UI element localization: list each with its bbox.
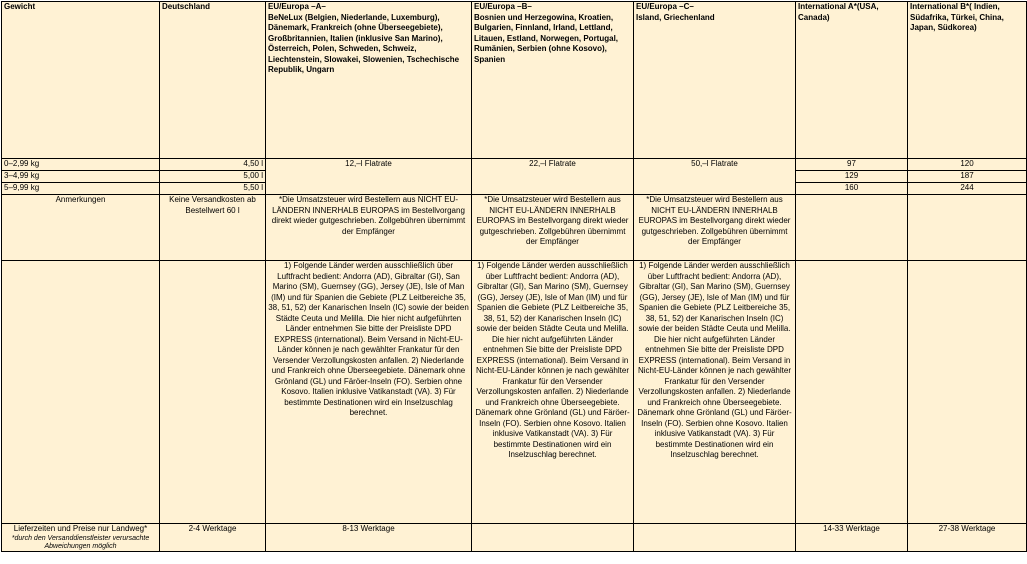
lieferzeiten-sub: *durch den Versanddienstleister verursachte Abweichungen möglich <box>11 534 150 550</box>
eu-a-title: EU/Europa –A– <box>268 2 326 11</box>
weight-cell[interactable]: 5–9,99 kg <box>2 183 160 195</box>
header-gewicht[interactable]: Gewicht <box>2 2 160 159</box>
eu-b-countries: Bosnien und Herzegowina, Kroatien, Bulgarien, Finnland, Irland, Lettland, Litauen, Estland, Norwegen, Portugal, Rumänien, Serbien (ohne Kosovo), Spanien <box>474 12 619 64</box>
eu-a-countries: BeNeLux (Belgien, Niederlande, Luxemburg), Dänemark, Frankreich (ohne Überseegebiete), Großbritannien, Italien (inklusive San Marino), Österreich, Polen, Schweden, Schweiz, Liechtenstein, Slowakei, Slowenien, Tschechische Republik, Ungarn <box>268 12 460 74</box>
empty-cell[interactable] <box>472 524 634 552</box>
eu-b-title: EU/Europa –B– <box>474 2 532 11</box>
price-int-b-cell[interactable]: 244 <box>908 183 1027 195</box>
empty-cell[interactable] <box>796 195 908 261</box>
table-row <box>2 159 1027 171</box>
anmerkungen-row <box>2 195 1027 261</box>
header-deutschland[interactable]: Deutschland <box>160 2 266 159</box>
flatrate-eu-a[interactable]: 12,–l Flatrate <box>266 159 472 195</box>
lieferzeit-de[interactable]: 2-4 Werktage <box>160 524 266 552</box>
lieferzeiten-label: Lieferzeiten und Preise nur Landweg* <box>13 524 148 533</box>
header-row <box>2 2 1027 159</box>
empty-cell[interactable] <box>634 524 796 552</box>
price-int-a-cell[interactable]: 129 <box>796 171 908 183</box>
price-int-a-cell[interactable]: 97 <box>796 159 908 171</box>
empty-cell[interactable] <box>908 261 1027 524</box>
header-eu-c[interactable] <box>634 2 796 159</box>
vat-note-eu-a[interactable]: *Die Umsatzsteuer wird Bestellern aus NICHT EU-LÄNDERN INNERHALB EUROPAS im Bestellvorgang direkt wieder gutgeschrieben. Zollgebühren übernimmt der Empfänger <box>266 195 472 261</box>
vat-note-eu-c[interactable]: *Die Umsatzsteuer wird Bestellern aus NICHT EU-LÄNDERN INNERHALB EUROPAS im Bestellvorgang direkt wieder gutgeschrieben. Zollgebühren übernimmt der Empfänger <box>634 195 796 261</box>
shipping-cost-table <box>1 1 1027 552</box>
price-int-b-cell[interactable]: 120 <box>908 159 1027 171</box>
empty-cell[interactable] <box>908 195 1027 261</box>
lieferzeit-int-b[interactable]: 27-38 Werktage <box>908 524 1027 552</box>
anmerkungen-label[interactable]: Anmerkungen <box>2 195 160 261</box>
empty-cell[interactable] <box>2 261 160 524</box>
lieferzeit-eu-a[interactable]: 8-13 Werktage <box>266 524 472 552</box>
price-de-cell[interactable]: 5,00 l <box>160 171 266 183</box>
empty-cell[interactable] <box>160 261 266 524</box>
price-int-b-cell[interactable]: 187 <box>908 171 1027 183</box>
footnotes-eu-a[interactable]: 1) Folgende Länder werden ausschließlich über Luftfracht bedient: Andorra (AD), Gibraltar (GI), San Marino (SM), Guernsey (GG), Jersey (JE), Isle of Man (IM) und für Spanien die Gebiete (PLZ Leitbereiche 35, 38, 51, 52) der Kanarischen Inseln (IC) sowie der beiden Städte Ceuta und Melilla. Die hier nicht aufgeführten Länder entnehmen Sie bitte der Preisliste DPD EXPRESS (international). Beim Versand in Nicht-EU-Länder können je nach gewählter Frankatur für den Versender Verzollungskosten anfallen. 2) Niederlande und Frankreich ohne Überseegebiete. Dänemark ohne Grönland (GL) und Färöer-Inseln (FO). Serbien ohne Kosovo. Italien inklusive Vatikanstadt (VA). 3) Für bestimmte Destinationen wird ein Inselzuschlag berechnet. <box>266 261 472 524</box>
header-international-b[interactable]: International B*( Indien, Südafrika, Türkei, China, Japan, Südkorea) <box>908 2 1027 159</box>
price-de-cell[interactable]: 4,50 l <box>160 159 266 171</box>
footnotes-eu-b[interactable]: 1) Folgende Länder werden ausschließlich über Luftfracht bedient: Andorra (AD), Gibraltar (GI), San Marino (SM), Guernsey (GG), Jersey (JE), Isle of Man (IM) und für Spanien die Gebiete (PLZ Leitbereiche 35, 38, 51, 52) der Kanarischen Inseln (IC) sowie der beiden Städte Ceuta und Melilla. Die hier nicht aufgeführten Länder entnehmen Sie bitte der Preisliste DPD EXPRESS (international). Beim Versand in Nicht-EU-Länder können je nach gewählter Frankatur für den Versender Verzollungskosten anfallen. 2) Niederlande und Frankreich ohne Überseegebiete. Dänemark ohne Grönland (GL) und Färöer-Inseln (FO). Serbien ohne Kosovo. Italien inklusive Vatikanstadt (VA). 3) Für bestimmte Destinationen wird ein Inselzuschlag berechnet. <box>472 261 634 524</box>
header-international-a[interactable]: International A*(USA, Canada) <box>796 2 908 159</box>
weight-cell[interactable]: 0–2,99 kg <box>2 159 160 171</box>
weight-cell[interactable]: 3–4,99 kg <box>2 171 160 183</box>
empty-cell[interactable] <box>796 261 908 524</box>
header-eu-b[interactable] <box>472 2 634 159</box>
eu-c-title: EU/Europa –C– <box>636 2 694 11</box>
footnotes-eu-c[interactable]: 1) Folgende Länder werden ausschließlich über Luftfracht bedient: Andorra (AD), Gibraltar (GI), San Marino (SM), Guernsey (GG), Jersey (JE), Isle of Man (IM) und für Spanien die Gebiete (PLZ Leitbereiche 35, 38, 51, 52) der Kanarischen Inseln (IC) sowie der beiden Städte Ceuta und Melilla. Die hier nicht aufgeführten Länder entnehmen Sie bitte der Preisliste DPD EXPRESS (international). Beim Versand in Nicht-EU-Länder können je nach gewählter Frankatur für den Versender Verzollungskosten anfallen. 2) Niederlande und Frankreich ohne Überseegebiete. Dänemark ohne Grönland (GL) und Färöer-Inseln (FO). Serbien ohne Kosovo. Italien inklusive Vatikanstadt (VA). 3) Für bestimmte Destinationen wird ein Inselzuschlag berechnet. <box>634 261 796 524</box>
footnotes-row <box>2 261 1027 524</box>
eu-c-countries: Island, Griechenland <box>636 12 715 22</box>
lieferzeiten-row <box>2 524 1027 552</box>
anmerkungen-de[interactable]: Keine Versandkosten ab Bestellwert 60 l <box>160 195 266 261</box>
header-eu-a[interactable] <box>266 2 472 159</box>
flatrate-eu-b[interactable]: 22,–l Flatrate <box>472 159 634 195</box>
vat-note-eu-b[interactable]: *Die Umsatzsteuer wird Bestellern aus NICHT EU-LÄNDERN INNERHALB EUROPAS im Bestellvorgang direkt wieder gutgeschrieben. Zollgebühren übernimmt der Empfänger <box>472 195 634 261</box>
price-int-a-cell[interactable]: 160 <box>796 183 908 195</box>
price-de-cell[interactable]: 5,50 l <box>160 183 266 195</box>
lieferzeit-int-a[interactable]: 14-33 Werktage <box>796 524 908 552</box>
flatrate-eu-c[interactable]: 50,–l Flatrate <box>634 159 796 195</box>
lieferzeiten-label-cell[interactable] <box>2 524 160 552</box>
